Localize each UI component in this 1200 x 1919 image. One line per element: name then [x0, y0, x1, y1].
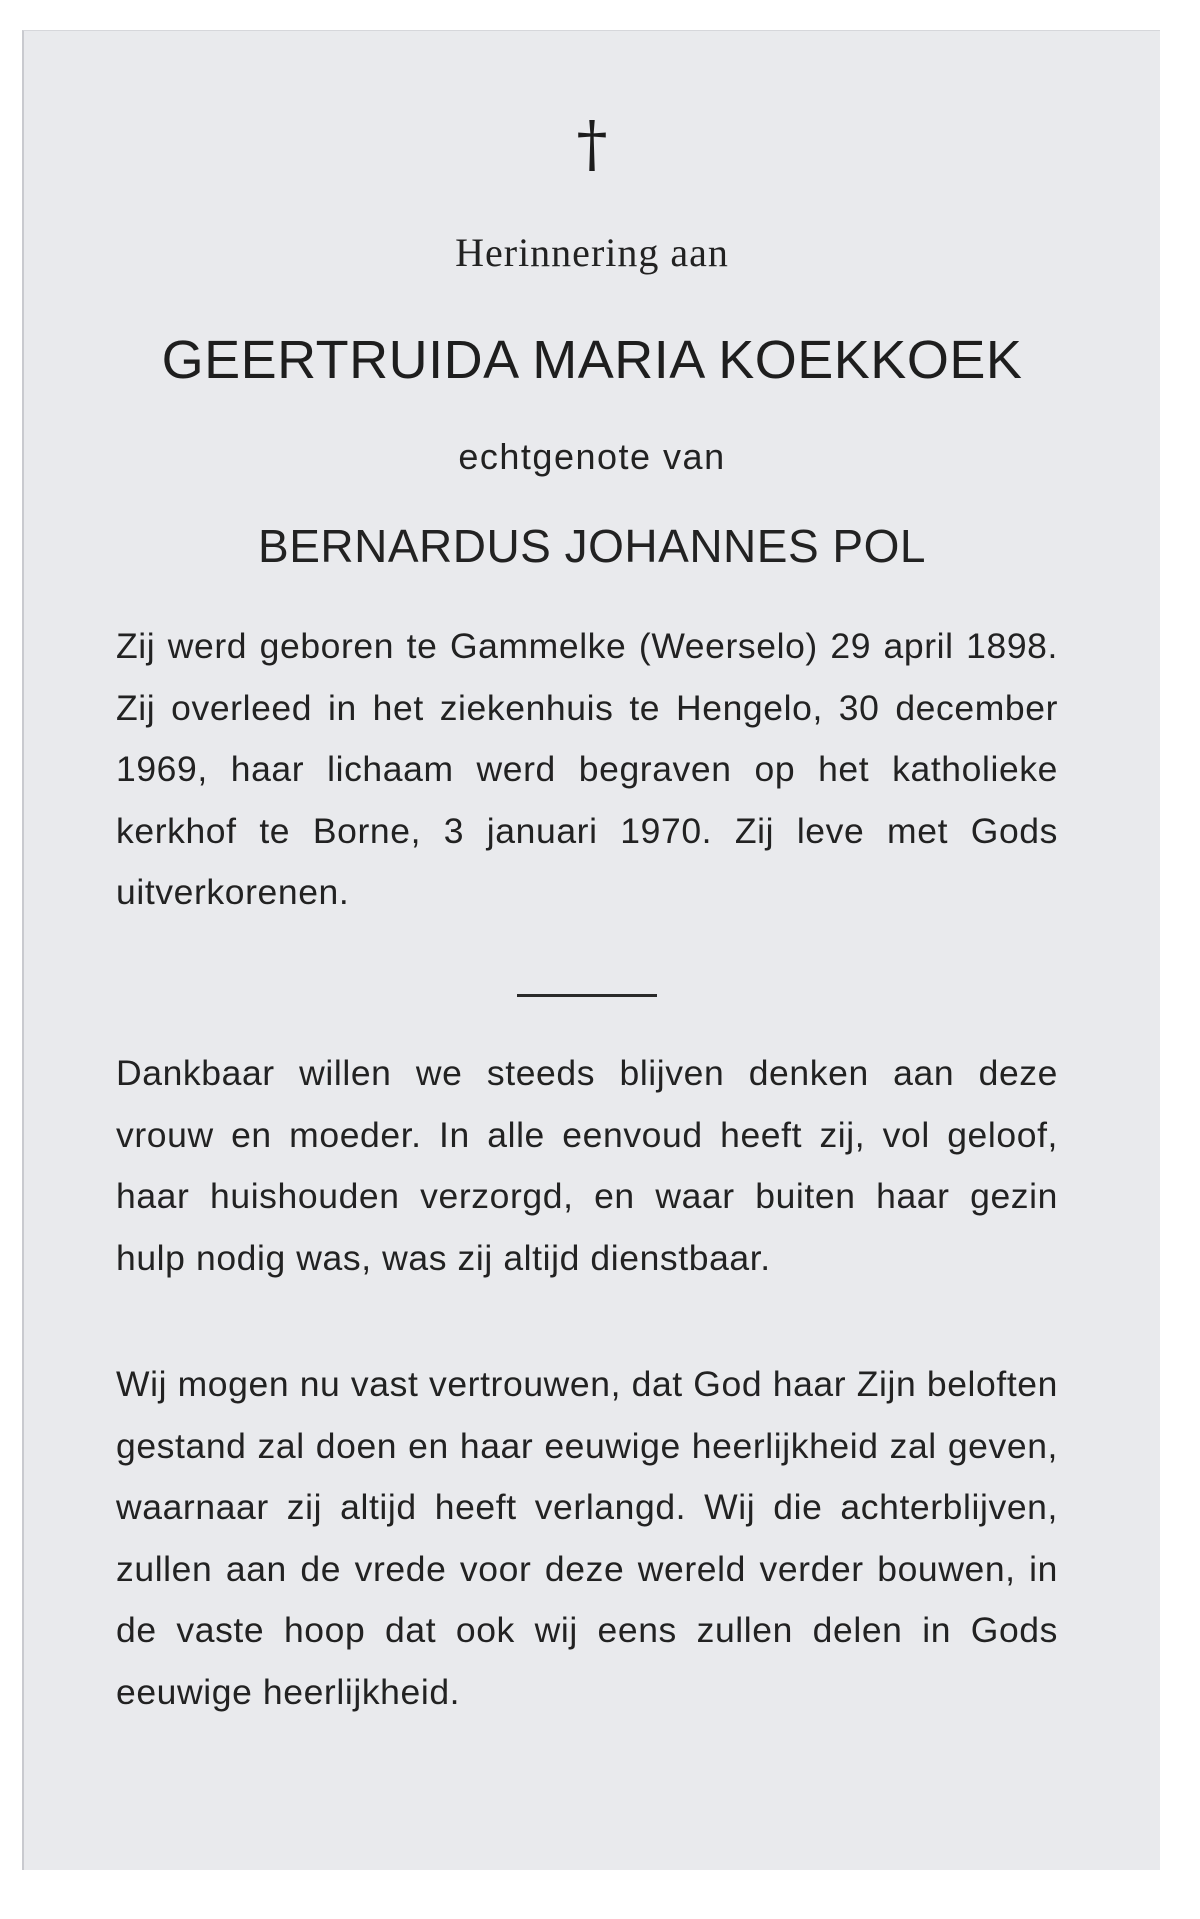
memorial-card — [22, 30, 1160, 1870]
spouse-name: BERNARDUS JOHANNES POL — [258, 520, 926, 572]
deceased-name: GEERTRUIDA MARIA KOEKKOEK — [161, 330, 1023, 390]
tribute-paragraph: Dankbaar willen we steeds blijven denken aan deze vrouw en moeder. In alle eenvoud heeft zij, vol geloof, haar huishouden verzorgd, en waar buiten haar gezin hulp nodig was, was zij altijd dienstbaar. — [116, 1053, 1058, 1278]
cross-icon: † — [576, 107, 608, 180]
faith-paragraph: Wij mogen nu vast vertrouwen, dat God haar Zijn beloften gestand zal doen en haar eeuwige heerlijkheid zal geven, waarnaar zij altijd heeft verlangd. Wij die achterblijven, zullen aan de vrede voor deze wereld verder bouwen, in de vaste hoop dat ook wij eens zullen delen in Gods eeuwige heerlijkheid. — [116, 1364, 1058, 1712]
relation-text: echtgenote van — [458, 436, 726, 477]
intro-text: Herinnering aan — [455, 230, 729, 275]
biography-paragraph: Zij werd geboren te Gammelke (Weerselo) 29 april 1898. Zij overleed in het ziekenhuis te Hengelo, 30 december 1969, haar lichaam werd begraven op het katholieke kerkhof te Borne, 3 januari 1970. Zij leve met Gods uitverkorenen. — [116, 626, 1058, 912]
divider-line — [517, 994, 657, 997]
